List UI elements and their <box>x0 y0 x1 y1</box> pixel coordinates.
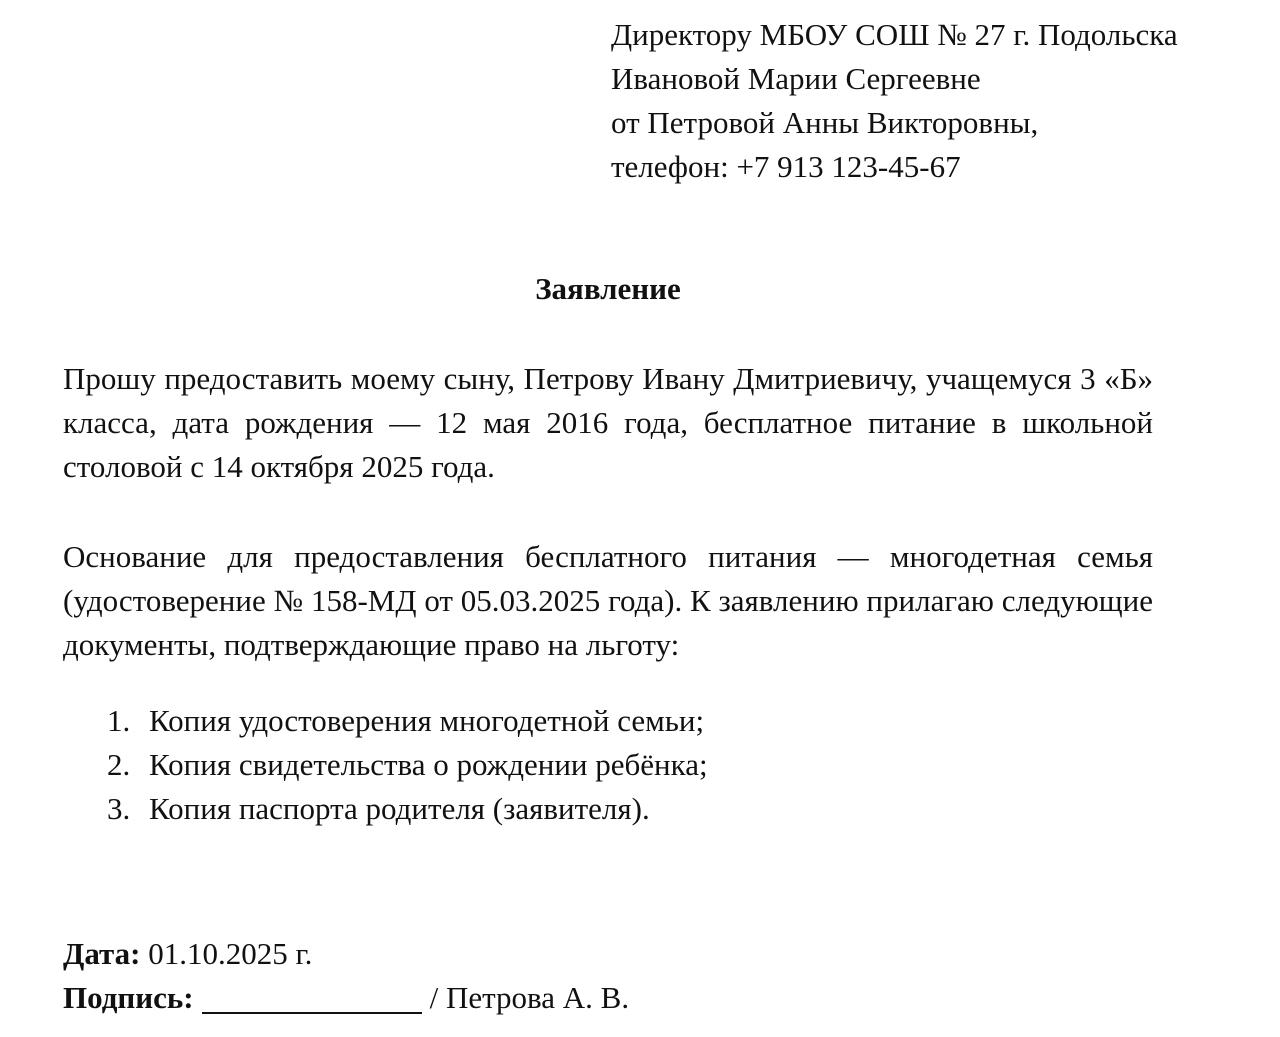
list-item-number: 3. <box>107 791 131 826</box>
document-title: Заявление <box>535 271 681 306</box>
signature-block <box>63 932 629 1020</box>
addressee-line-recipient-name: Ивановой Марии Сергеевне <box>611 61 981 96</box>
addressee-line-phone: телефон: +7 913 123-45-67 <box>611 149 961 184</box>
list-item <box>63 787 708 831</box>
list-item <box>63 743 708 787</box>
addressee-line-recipient-position: Директору МБОУ СОШ № 27 г. Подольска <box>611 17 1178 52</box>
attachments-list <box>63 699 708 831</box>
list-item-text: Копия паспорта родителя (заявителя). <box>149 791 650 826</box>
list-item-number: 2. <box>107 747 131 782</box>
list-item <box>63 699 708 743</box>
date-label: Дата: <box>63 936 141 971</box>
addressee-line-sender: от Петровой Анны Викторовны, <box>611 105 1039 140</box>
list-item-number: 1. <box>107 703 131 738</box>
date-row <box>63 932 629 976</box>
signature-label: Подпись: <box>63 980 194 1015</box>
list-item-text: Копия свидетельства о рождении ребёнка; <box>149 747 708 782</box>
date-value: 01.10.2025 г. <box>140 936 313 971</box>
signature-name: / Петрова А. В. <box>429 980 630 1015</box>
list-item-text: Копия удостоверения многодетной семьи; <box>149 703 705 738</box>
request-paragraph: Прошу предоставить моему сыну, Петрову Ивану Дмитриевичу, учащемуся 3 «Б» класса, дата рождения — 12 мая 2016 года, бесплатное питание в школьной столовой с 14 октября 2025 года. <box>63 361 1153 484</box>
basis-paragraph: Основание для предоставления бесплатного питания — многодетная семья (удостоверение № 158-МД от 05.03.2025 года). К заявлению прилагаю следующие документы, подтверждающие право на льготу: <box>63 539 1153 662</box>
signature-line <box>202 982 422 1014</box>
addressee-block <box>611 13 1271 189</box>
signature-row <box>63 976 629 1020</box>
